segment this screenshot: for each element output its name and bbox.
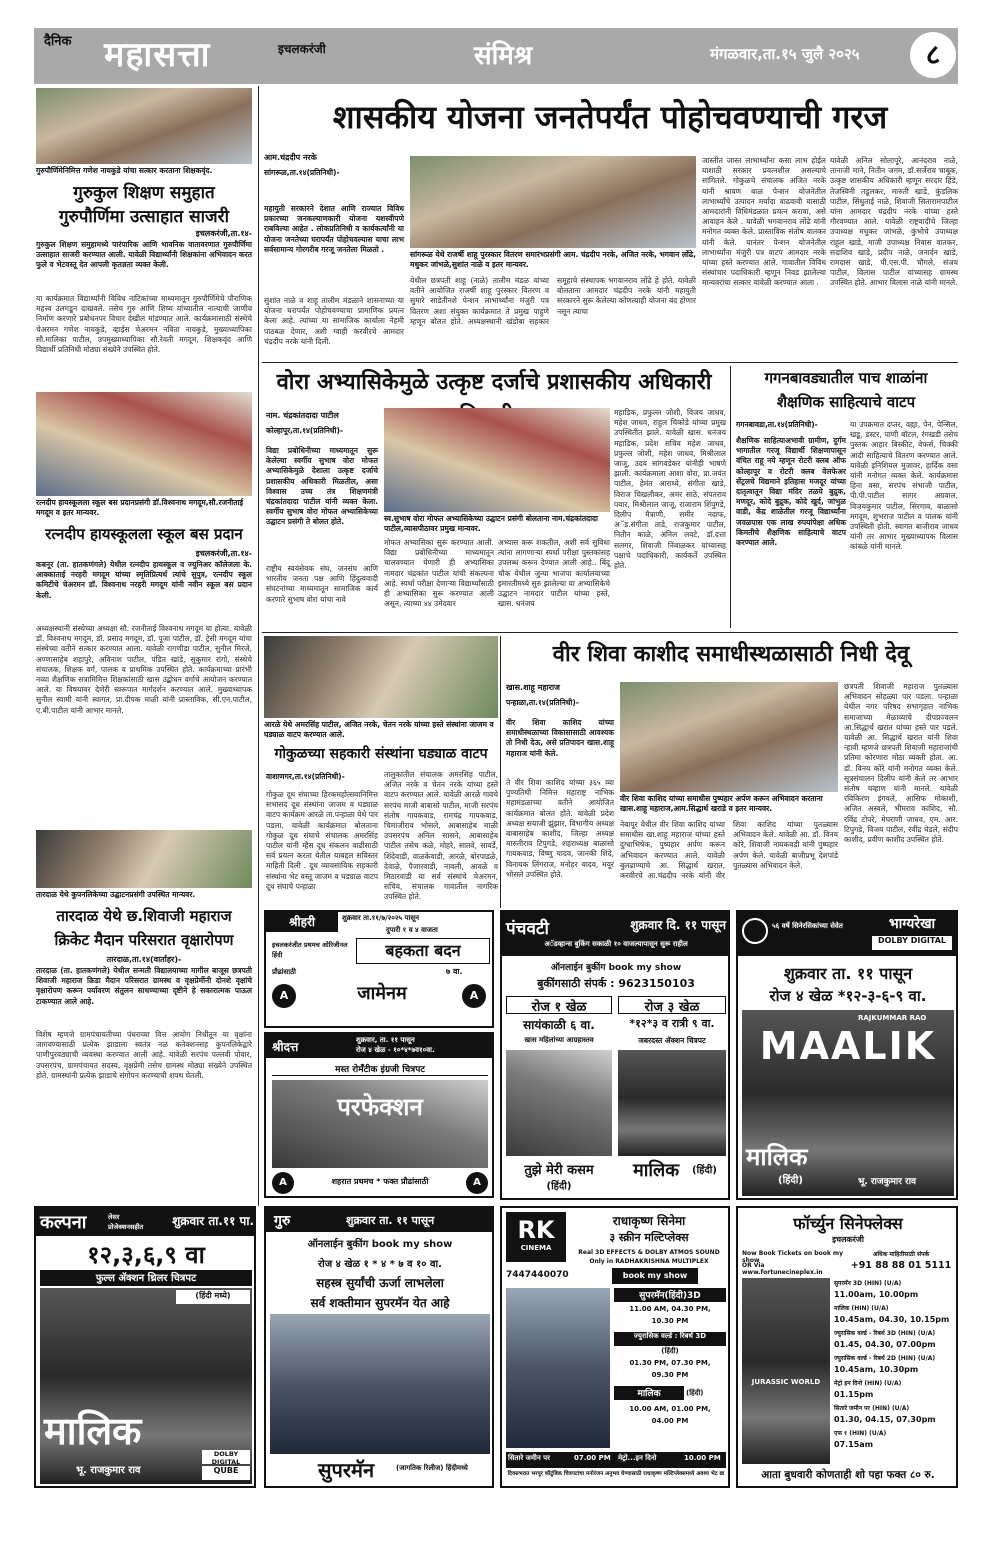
- rk-m2: ज्युरासिक वर्ल्ड : रिबर्थ 3D: [614, 1332, 726, 1346]
- gurukul-headline-2: गुरुपौर्णिमा उत्साहात साजरी: [59, 207, 229, 227]
- gurukul-lead: गुरुकुल शिक्षण समुहामध्ये पारंपारिक आणि भावनिक वातावरणात गुरुपौर्णिमा उत्साहात साजरी करण्यात आली. यावेळी विद्यार्थ्यांनी शिक्षकांना अभिवादन करत फुले व भेटवस्तू देत आपली कृतज्ञता व्यक्त केली.: [36, 240, 252, 270]
- bhagyarekha-tag: ५६ वर्षे सिनेरसिकांच्या सेवेत: [772, 922, 843, 930]
- vora-dateline: कोल्हापूर,ता.१४(प्रतिनिधी)-: [266, 426, 344, 435]
- panchavati-s1-title: रोज १ खेळ: [506, 996, 612, 1014]
- rk-m3: मालिक: [614, 1386, 684, 1400]
- fortune-name: फॉर्च्युन सिनेफ्लेक्स: [793, 1214, 903, 1233]
- column-rule: [258, 86, 259, 1206]
- rk-poster: [506, 1288, 610, 1448]
- shrihari-time-2: ७ वा.: [446, 967, 463, 976]
- ratnadeep-body: अध्यक्षस्थानी संस्थेच्या अध्यक्षा सौ. रजनीताई विश्वनाथ मगदूम या होत्या. यावेळी डॉ. विश्वनाथ मगदूम, डॉ. प्रसाद मगदूम, डॉ. पूजा पाटील, डॉ. ट्रेसी मगदूम यांचा संस्थेच्या वतीने सत्कार करण्यात आला. यावेळी रागणीडा पाटील, सुनील मिरजे, अण्णासाहेब शहापुरे, अविनाश पाटील, पंडित खांडे, सुकुमार रांगो, संस्थेचे संचालक, शिक्षक वर्ग, पालक व प्राथमिक उपस्थित होते. कार्यक्रमाच्या प्रारंभी नव्या शैक्षणिक सत्रामिमित्त शिक्षकांसाठी खास उद्बोधन वर्गाचे आयोजन करण्यात आले. या विषयावर देणेरी स्वरूपात मार्गदर्शन करण्यात आले. मुख्याध्यापक सुनील स्वामी यांनी स्वागत, प्रा.दीपक माळी यांनी प्रास्ताविक, सी.एन.पाटील, ए.बी.पाटील यांनी आभार मानले.: [36, 624, 252, 715]
- panchavati-s2-title: रोज ३ खेळ: [618, 996, 726, 1014]
- fortune-phone: +91 88 88 01 5111: [850, 1260, 952, 1271]
- panchavati-online[interactable]: ऑनलाईन बुकींग book my show: [550, 963, 682, 973]
- section-rule: [262, 362, 958, 363]
- fortune-m2-time: 10.45am, 04.30, 10.15pm: [834, 1315, 950, 1324]
- kalpana-brand-2: QUBE: [202, 1466, 250, 1480]
- gurukul-photo: [36, 88, 252, 164]
- fortune-m5-time: 01.15pm: [834, 1390, 874, 1399]
- ad-shridatta: [264, 1032, 494, 1198]
- guru-lang: (जागतिक रिलीज) हिंदीमध्ये: [396, 1464, 468, 1472]
- adult-rating-icon: A: [466, 1172, 488, 1194]
- gagan-headline-1: गगनबावड्यातील पाच शाळांना: [764, 369, 928, 387]
- fortune-city: इचलकरंजी: [832, 1235, 864, 1244]
- lead-dateline: सांगरूळ,ता.१४(प्रतिनिधी)-: [264, 168, 340, 177]
- veer-col-b: नेबापूर येथील वीर शिवा काशिद यांच्या समाधीस खा.शाहू महाराज यांच्या हस्ते दुग्धाभिषेक, पुष्पहार अर्पण करून अभिवादन करण्यात आले. यावेळी बुलढाण्याचे आ. सिद्धार्थ खरात, करवीरचे आ.चंद्रदीप नरके यांनी वीर शिवा काशिद यांच्या पुतळ्यास अभिवादन केले. यावेळी आ. डॉ. विनय कोरे, शिवाजी नायकवडी यांनी पुष्पहार अर्पण केले. यावेळी बाजीप्रभू देशपांडे पुतळ्यास अभिवादन केले.: [620, 820, 838, 881]
- rk-bar1: सितारे जमीन पर: [508, 1454, 551, 1462]
- fortune-book[interactable]: Now Book Tickets on book my show: [742, 1250, 844, 1264]
- fortune-site[interactable]: OR Via www.fortunecineplex.in: [742, 1262, 823, 1276]
- veer-byline: खास.शाहू महाराज: [506, 683, 560, 692]
- rk-m2-t2: 09.30 PM: [651, 1371, 689, 1379]
- ad-shrihari: [264, 910, 494, 1028]
- fortune-poster: [742, 1278, 830, 1464]
- gurukul-dateline: इचलकरंजी,ता.१४-: [195, 229, 252, 238]
- gokul-headline: गोकुळच्या सहकारी संस्थांना घड्याळ वाटप: [274, 746, 488, 762]
- lead-intro: महायुती सरकारने देशात आणि राज्यात विविध प्रकारच्या जनकल्याणकारी योजना यशस्वीपणे राबविल्या आहेत . लोकप्रतिनिधी व कार्यकर्त्यांनी या योजना जनतेच्या घरापर्यंत पोहोचवल्यास याचा लाभ सर्वसामान्य गोरगरीब गरजू जनतेला मिळतो .: [264, 204, 404, 254]
- veer-photo: [620, 682, 838, 792]
- shridatta-movie: परफेक्शन: [337, 1093, 423, 1121]
- rk-m2-lang: (हिंदी): [661, 1347, 679, 1355]
- kalpana-lang-top: (हिंदी मध्ये): [176, 1290, 250, 1304]
- vora-photo: [384, 408, 610, 512]
- masthead: [34, 28, 958, 84]
- rk-m1: सुपरमॅन(हिंदी)3D: [614, 1288, 726, 1302]
- tardal-photo: [36, 830, 252, 888]
- gokul-dateline: वाशाणगर,ता.१४(प्रतिनिधी)-: [266, 772, 345, 781]
- gokul-caption: आरळे येथे अमरसिंह पाटील, अजित नरके, चेतन नरके यांच्या हस्ते संस्थांना जाजम व घड्याळ वाटप करण्यात आले.: [264, 720, 494, 739]
- panchavati-s1-tag: खास महिलांच्या आग्रहास्तव: [524, 1036, 594, 1044]
- lead-caption: सांगरूळ येथे राजर्षी शाहू पुरस्कार वितरण समारंभप्रसंगी आम. चंद्रदीप नरके, अजित नरके, भगवान लोंढे, मधुकर जांभळे,सुशांत नाळे व इतर मान्यवर.: [410, 250, 696, 269]
- gagan-col-a: शैक्षणिक साहित्याअभावी ग्रामीण, दुर्गम भागातील गरजू विद्यार्थी शिक्षणापासून वंचित राहू नये म्हणून रोटरी क्लब ऑफ कोल्हापूर व रोटरी क्लब वेलफेअर सेंट्रलचे विद्यमाने इतिहास मजदूर यांच्या दातृत्वातून विद्या मंदिर तळये बुद्रुक, मणदूर, कोदे बुद्रुक, कोदे खुर्द, जांभुळ वाडी, केंद्र शाळेतील गरजू विद्यार्थ्यांना जवळपास एक लाख रुपयांपेक्षा अधिक किमतीचे शैक्षणिक साहित्याचे वाटप करण्यात आले.: [736, 436, 846, 548]
- shridatta-name: श्रीदत्त: [272, 1040, 299, 1054]
- rk-bar1-time: 07.00 PM: [574, 1454, 611, 1462]
- bhagyarekha-movie: मालिक: [746, 1143, 808, 1171]
- fortune-m4: ज्युरासिक वर्ल्ड - रिबर्थ 2D (HIN) (U/A): [834, 1355, 936, 1362]
- panchavati-s1-lang: (हिंदी): [546, 1181, 572, 1192]
- panchavati-s1-movie: तुझे मेरी कसम: [524, 1163, 594, 1178]
- gagan-headline-2: शैक्षणिक साहित्याचे वाटप: [776, 393, 916, 411]
- fortune-foot: आता बुधवारी कोणताही शो पहा फक्त ८० रु.: [761, 1469, 935, 1481]
- gagan-col-b: या उपक्रमात दप्तर, वह्या, पेन, पेन्सिल, खडू, डस्टर, पाणी बॉटल, रंगखडी तसेच पुस्तक आहार बिस्कीट, वेफर्स, चिक्की आदी साहित्याचे वितरण करण्यात आले. यावेळी इनिशियल मुजावर, हार्दिक वसा यांनी मनोगत व्यक्त केले. कार्यक्रमास हिना वसा, सरपंच संभाजी पाटील, पी.पी.पाटील सागर अग्रवाल, विजयकुमार पाटील, सिरगाव, बाळासो मगदूम, शुभराज पाटील व पालक यांनी उपस्थिती होती. स्वागत बाजीराव जाधव यांनी तर आभार मुख्याध्यापक विलास कांबळे यांनी मानले.: [850, 420, 958, 552]
- lead-col-d: यावेळी अनिल सोलापूरे, आनंदराव नाळे, तानाजी माने, नितीन जगम, डॉ.सर्जेराव चाबूक, उत्कृष्ट शासकीय अधिकारी म्हणून सरदार हिंडे, तेजस्विनी तडूलकर, मारुती खाडे, कुंडलिक पाटील, सिंधुताई नाळे, शिवाजी सितारामपाटील यांना आमदार चंद्रदीप नरके यांच्या हस्ते गौरवण्यात आले. यावेळी राष्ट्रवादीचे जिल्हा उपाध्यक्ष मधुकर जांभळे, कुंभोचे उपाध्यक्ष राहुल खाडे, माजी उपाध्यक्ष निवास वातकर, सदाशिव खाडे, प्रदीप नाळे, जनार्दन खाडे, रामदास खाडे, पी.एस.पी. चौगले, संजय पाटील, विलास पाटील यांच्यासह ग्रामस्थ उपस्थित होते. आभार विलास नाळे यांनी मानले.: [830, 156, 958, 288]
- shrihari-movie: बहकता बदन: [356, 938, 490, 964]
- panchavati-name: पंचवटी: [506, 919, 549, 939]
- page-number: ८: [910, 32, 956, 78]
- veer-caption: वीर शिवा काशिद यांच्या समाधीस पुष्पहार अर्पण करून अभिवादन करताना खास.शाहू महाराज,आम.सिद्धार्थ खराडे व इतर मान्यवर.: [620, 794, 823, 813]
- rk-sub: ३ स्क्रीन मल्टिप्लेक्स: [609, 1231, 689, 1244]
- column-rule: [500, 636, 501, 908]
- fortune-m5: मेट्रो इन दिनो (HIN) (U/A): [834, 1380, 902, 1387]
- section-rule: [262, 632, 958, 633]
- vora-col-a: राष्ट्रीय स्वयंसेवक संघ, जनसंघ आणि भारतीय जनता पक्ष आणि हिंदुत्ववादी संघटनांच्या माध्यमातून सामाजिक कार्य करणारे सुभाष वोरा यांचा नावे: [266, 564, 378, 604]
- shridatta-shows: रोज ४ खेळ - १०*४*७व१०वा.: [356, 1046, 435, 1054]
- veer-col-a: ते वीर शिवा काशिद यांच्या ३६५ व्या पुण्यतिथी निमित्त महाराष्ट्र नाभिक महामंडळाच्या वतीने आयोजित कार्यक्रमात बोलत होते. यावेळी प्रदेश अध्यक्ष सयाजी झुंझार, विभागीय अध्यक्ष बाबासाहेब काशीद, जिल्हा अध्यक्ष मारुतीराव टिपुगडे, शहराध्यक्ष बाळासो गायकवाड, विष्णु यादव, जानकी शिंदे, विनायक लिंगराज, मनोहर यादव, मयूर भोसले उपस्थित होते.: [506, 778, 614, 879]
- adult-rating-icon: A: [272, 1172, 294, 1194]
- veer-intro: वीर शिवा काशिद यांच्या समाधीस्थळाच्या विकासासाठी आवश्यक तो निधी देऊ, असे प्रतिपादन खास.शाहू महाराज यांनी केले.: [506, 718, 614, 758]
- panchavati-strip: अॅडव्हान्स बुकिंग सकाळी १० वाजल्यापासून सुरू राहील: [544, 940, 688, 948]
- panchavati-s2-time: *१२*३ व रात्री ९ वा.: [629, 1017, 715, 1030]
- kalpana-sub: लेसर प्रोजेक्शनसहीत: [108, 1213, 144, 1231]
- adult-rating-icon: A: [462, 984, 486, 1008]
- ratnadeep-lead: कबनूर (ता. हातकणंगले) येथील रत्नदीप हायस्कूल व ज्युनिअर कॉलेजला के. आक्काताई नरहरी मगदूम यांच्या स्मृतिप्रित्यर्थ त्यांचे सुपुत्र, रत्नदीप स्कूल कमिटीचे चेअरमन डॉ. विश्वनाथ नरहरी मगदूम यांनी नवीन स्कूल बस प्रदान केली.: [36, 560, 252, 600]
- vora-intro: विद्या प्रबोधिनीच्या माध्यमातून सुरू केलेल्या स्वर्गीय सुभाष वोरा मोफत अभ्यासिकेमुळे देशाला उत्कृष्ट दर्जाचे प्रशासकीय अधिकारी मिळतील, असा विश्वास उच्च तंत्र शिक्षणमंत्री चंद्रकांतदादा पाटील यांनी व्यक्त केला. स्वर्गीय सुभाष वोरा मोफत अभ्यासिकेच्या उद्घाटन प्रसंगी ते बोलत होते.: [266, 446, 378, 527]
- ad-guru: [264, 1206, 494, 1488]
- vora-col-d: महाडिक, प्रफुल्ल जोशी, विजय जाधव, महेश जाधव, राहुल चिकोडे यांच्या प्रमुख उपस्थितीत झाले. यावेळी खास. धनंजय महाडिक, प्रदेश सचिव महेश जाधव, प्रफुल्ल जोशी, महेश जाधव, मिश्रीलाल जाजू, उदय सांगवडेकर यांनीही भाषणे झाली. कार्यक्रमाला आशा वोरा, प्रा.जयंत पाटील, हेमंत आराध्ये, संगीता खाडे, विराज चिखलीकर, अमर साठे, संपतराव पवार, मिश्रीलाल जाजू, राजाराम शिंपुगडे, दिलीप मैत्राणी, समीर नदाफ, अॅड.संगीता ताडे, राजकुमार पाटील, नितीन काळे, अनिल लवटे, डॉ.दत्ता सलगर, शिवाजी निंबाळकर यांच्यासह पक्षाचे पदाधिकारी, कार्यकर्ते उपस्थित होते.: [614, 408, 726, 571]
- ratnadeep-dateline: इचलकरंजी,ता.१४-: [195, 549, 252, 558]
- rk-online[interactable]: book my show: [612, 1268, 698, 1284]
- fortune-m3-time: 01.45, 04.30, 07.00pm: [834, 1340, 936, 1349]
- veer-dateline: पन्हाळा,ता.१४(प्रतिनिधी)-: [506, 698, 579, 707]
- masthead-daily: दैनिक: [44, 34, 72, 49]
- kalpana-tag: फुल्ल ॲक्शन थ्रिलर चित्रपट: [40, 1270, 252, 1286]
- guru-shows: रोज ४ खेळ १ * ४ * ७ व १० वा.: [318, 1259, 442, 1270]
- panchavati-s1-time: सायंकाळी ६ वा.: [523, 1018, 595, 1032]
- guru-name: गुरु: [274, 1213, 291, 1229]
- ad-kalpana: [34, 1206, 256, 1488]
- kalpana-movie: मालिक: [44, 1409, 142, 1453]
- adult-rating-icon: A: [272, 984, 296, 1008]
- ratnadeep-photo: [36, 392, 252, 496]
- issue-date: मंगळवार,ता.१५ जुलै २०२५: [710, 45, 860, 63]
- lead-col-c: जास्तीत जास्त लाभार्थ्यांना कसा लाभ होईल याशाठी सरकार प्रयत्नशील असल्याचे सांगितले. गोकुळचे संचालक अजित नरके यांनी श्रावण बाळ पेन्शन योजनेतील लाभार्थ्यांचे उत्पादन मर्यादा वाढवावी यासाठी आमदारांनी विधिमंडळात प्रयत्न करावा, असे आवाहन केले . यावेळी भगवानराव लोंढे यांनी मनोगत व्यक्त केले. प्रास्ताविक संतोष वातकर यांनी केले. यानंतर पेन्शन योजनेतील लाभार्थ्यांना मंजुरी पत्र वाटप आमदार नरके यांच्या हस्ते करण्यात आले. गावातील विविध संस्थांचार पदाधिकारी म्हणून निवड झालेल्या मान्यवरांचा सत्कार यावेळी करण्यात आला .: [702, 156, 826, 288]
- shrihari-movie-2: जामेनम: [357, 983, 407, 1004]
- guru-line-2: सर्व शक्तीमान सुपरमॅन येत आहे: [310, 1296, 450, 1310]
- rk-logo: [506, 1212, 566, 1262]
- fortune-m1-time: 11.00am, 10.00pm: [834, 1290, 919, 1299]
- ratnadeep-headline: रत्नदीप हायस्कूलला स्कूल बस प्रदान: [45, 525, 243, 543]
- gurukul-body: या कार्यक्रमात विद्यार्थ्यांनी विविध नाटिकांच्या माध्यमातून गुरुपौर्णिमेचे पौराणिक महत्त्व उलगडून दाखवले. तसेच गुरु आणि शिष्य यांच्यातील नात्याची जाणीव निर्माण करणारे प्रबोधनपर विचार देखील मांडण्यात आले. कार्यक्रमासाठी संस्थेचे चेअरमन गणेश नायकुडे, व्हाईस चेअरमन नविता नायकुडे, मुख्याध्यापिका सौ.मालिका पाटील, उपमुख्याध्यापिका सौ.रेवती मगदूम, शिक्षकवृंद आणि विद्यार्थी प्रतिनिधी मोठ्या संख्येने उपस्थित होते.: [36, 294, 252, 355]
- ad-fortune: [736, 1206, 958, 1488]
- gurukul-headline-1: गुरुकुल शिक्षण समुहात: [73, 183, 215, 203]
- panchavati-from: शुक्रवार दि. ११ पासून: [630, 918, 726, 932]
- vora-col-c: अभ्यास करू शकतील, अशी सर्व सुविधा त्यांना लागणाऱ्या स्पर्धा परीक्षा पुस्तकांसह उपलब्ध करून देण्यात आली आहे.. बिंदू चौक येथील जुन्या भाजपा कार्यालयाच्या इमारतीमध्ये सुरु झालेल्या या अभ्यासिकेचे उद्घाटन नामदार पाटील यांच्या हस्ते, खास. धनंजय: [498, 538, 610, 609]
- gagan-dateline: गगनबावडा,ता.१४(प्रतिनिधी)-: [736, 420, 818, 429]
- rk-m1-t2: 10.30 PM: [651, 1317, 689, 1325]
- film-reel-icon: [742, 918, 768, 944]
- shrihari-name: श्रीहरी: [266, 912, 338, 932]
- rk-bar2-time: 10.00 PM: [684, 1454, 721, 1462]
- ad-panchavati: [500, 910, 730, 1200]
- shridatta-tag: मस्त रोमँटीक इंग्रजी चित्रपट: [272, 1062, 488, 1076]
- gokul-col-b: तालुकातील संचालक अमरसिंह पाटील, अजित नरके व चेतन नरके यांच्या हस्ते वाटप करण्यात आले. यावेळी आरळे गावचे सरपंच माजी बाबासो पाटील, माजी सरपंच संतोष गायकवाड, रामचंद्र गायकवाड, चिमाजीराव भोसले, आबासाहेब माळी उपसरपंच अनिल सासने, आबासाहेब पाटील तसेच कळे, मोहरे, सातवे, सावर्डे, शिंदेवाडी, वाळकेवाडी, आरळे, बोरपाडळे, देवाळे, पैजारवाडी, नावली, आवळे व मिठारवाडी या सर्व संस्थांचे चेअरमन, सचिव, संचालक गावातील नागरिक उपस्थित होते.: [384, 770, 498, 902]
- bhagyarekha-actor-top: RAJKUMMAR RAO: [858, 1014, 927, 1022]
- shrihari-tag: इचलकरंजीत प्रथमच ओरिजीनल हिंदी: [272, 941, 348, 959]
- rk-bar: [506, 1452, 726, 1468]
- ratnadeep-caption: रत्नदीप हायस्कूलला स्कूल बस प्रदानप्रसंगी डॉ.विश्वनाथ मगदूम,सौ.रजनीताई मगदूम व इतर मान्यवर.: [36, 498, 244, 517]
- tardal-lead: तारदाळ (ता. हातकणंगले) येथील सन्मती विद्यालयाच्या मागील बाजूस छत्रपती शिवाजी महाराज क्रिडा मैदान परिसरात ग्रामस्थ व वृक्षप्रेमींनी दोनशे वृक्षांचे वृक्षारोपण करून पर्यावरण संतुलन साधण्याच्या दृष्टीने हे सकारात्मक पाऊल टाकण्यात आले आहे.: [36, 966, 252, 1006]
- rk-m3-t1: 10.00 AM, 01.00 PM,: [629, 1405, 711, 1413]
- fortune-poster-title: JURASSIC WORLD: [751, 1378, 821, 1386]
- masthead-city: इचलकरंजी: [278, 42, 326, 56]
- tardal-headline-1: तारदाळ येथे छ.शिवाजी महाराज: [56, 907, 232, 925]
- column-rule: [730, 366, 731, 628]
- fortune-m7: एफ १ (HIN) (U/A): [834, 1430, 887, 1437]
- rk-logo-text: RK: [517, 1216, 555, 1244]
- panchavati-phone: बुकींगसाठी संपर्क : 9623150103: [537, 977, 695, 990]
- kalpana-times: १२,३,६,९ वा: [87, 1241, 205, 1269]
- fortune-m4-time: 10.45am, 10.30pm: [834, 1365, 919, 1374]
- bhagyarekha-from: शुक्रवार ता. ११ पासून: [783, 964, 913, 983]
- kalpana-actor: भू. राजकुमार राव: [76, 1465, 141, 1476]
- rk-m2-t1: 01.30 PM, 07.30 PM,: [629, 1359, 711, 1367]
- kalpana-from: शुक्रवार ता.११ पा.: [172, 1214, 254, 1228]
- panchavati-s2-lang: (हिंदी): [692, 1165, 717, 1176]
- tardal-headline-2: क्रिकेट मैदान परिसरात वृक्षारोपण: [54, 931, 234, 949]
- fortune-m1: सुपरमॅन 3D (HIN) (U/A): [834, 1280, 902, 1287]
- vora-caption: स्व.सुभाष वोरा मोफत अभ्यासिकेच्या उद्घाटन प्रसंगी बोलताना नाम.चंद्रकांतदादा पाटील,व्यासपीठावर प्रमुख मान्यवर.: [384, 514, 598, 533]
- guru-poster: [270, 1314, 490, 1454]
- bhagyarekha-actor: भू. राजकुमार राव: [858, 1177, 917, 1187]
- bhagyarekha-poster-title: MAALIK: [759, 1024, 937, 1068]
- fortune-m7-time: 07.15am: [834, 1440, 874, 1449]
- fortune-m2: मालिक (HIN) (U/A): [834, 1305, 889, 1312]
- tardal-caption: तारदाळ येथे कुपनलिकेच्या उद्घाटनप्रसंगी उपस्थित मान्यवर.: [36, 890, 196, 899]
- kalpana-name: कल्पना: [40, 1212, 87, 1233]
- fortune-m3: ज्युरासिक वर्ल्ड - रिबर्थ 3D (HIN) (U/A): [834, 1330, 936, 1337]
- masthead-brand: महासत्ता: [104, 35, 211, 75]
- rk-logo-sub: CINEMA: [520, 1244, 552, 1252]
- ad-rk: [500, 1206, 730, 1488]
- kalpana-brand: DOLBY DIGITAL: [202, 1450, 250, 1464]
- tardal-body: विशेष म्हणजे ग्रामपंचायतीच्या पंधराव्या वित्त आयोग निधीतून या वृक्षांना जागवण्यासाठी प्रत्येक झाडाला स्वतंत्र नळ कनेक्शनसह कुपनलिकेद्वारे पाणीपुरवठ्याची व्यवस्था करण्यात आली आहे. यावेळी सरपंच पल्लवी पोवार, उपसरपंच, ग्रामपंचायत सदस्य, वृक्षप्रेमी तसेच ग्रामस्थ मोठ्या संख्येने उपस्थित होते. ग्रामस्थांनी प्रत्येक झाडाचे संगोपन करण्याची शपथ घेतली.: [36, 1030, 252, 1080]
- vora-headline: वोरा अभ्यासिकेमुळे उत्कृष्ट दर्जाचे प्रशासकीय अधिकारी: [276, 370, 712, 395]
- gurukul-caption: गुरुपौर्णिमेनिमित्त गणेश नायकुडे यांचा सत्कार करताना शिक्षकवृंद.: [36, 166, 213, 175]
- lead-col-a: सुशांत नाळे व शाहू तालीम मंडळाने शासनाच्या या योजना घरापर्यंत पोहोचवण्याचा प्रामाणिक प्रयत्न केला आहे. त्यांच्या या सामाजिक कार्याला नेहमी पाठबळ देणार, अशी ग्वाही करवीरचे आमदार चंद्रदीप नरके यांनी दिली.: [264, 296, 404, 346]
- vora-byline: नाम. चंद्रकांतदादा पाटील: [266, 411, 339, 420]
- rk-m3-lang: (हिंदी): [686, 1389, 704, 1397]
- guru-movie: सुपरमॅन: [317, 1458, 375, 1482]
- rk-phone: 7447440070: [506, 1270, 569, 1280]
- guru-online[interactable]: ऑनलाईन बुकींग book my show: [307, 1239, 453, 1250]
- shrihari-adult: प्रौढांसाठी: [272, 968, 296, 976]
- rk-bar2: मेट्रो...इन दिनो: [618, 1454, 657, 1462]
- panchavati-s1-poster: [506, 1050, 612, 1156]
- veer-col-c: छत्रपती शिवाजी महाराज पुतळ्यास अभिवादन सोहळ्या पार पडला. पन्हाळा येथील नगर परिषद सभागृहात नाभिक समाजाच्या मेळाव्याचे दीपप्रज्वलन आ.सिद्धार्थ खरात यांच्या हस्ते पार पडले. यावेळी आ. सिद्धार्थ खरात यांनी शिवा न्हावी म्हणजे छत्रपती शिवाजी महाराजांची प्रतिमा कोरणारा मोठा व्यक्ती होता. आ. डॉ. विनय कोरे यांनी मनोगत व्यक्त केले. सूत्रसंचालन दिलीप यांनी केले तर आभार संतोष चव्हाण यांनी मानले. यावेळी रविकिरण इंगवले, आसिफ मोकाशी, अजित अस्वले, भीमराव काशिद, सौ. रविंद्र टोपरे, मेघराणी जाधव, एम. आर. टिपुगडे, विजय पाटील, रवींद्र घेडले, संदीप काशीद, प्रवीण काशीद उपस्थित होते.: [844, 682, 958, 845]
- shrihari-time: दुपारी १ व ४ वाजता: [386, 926, 438, 934]
- panchavati-s2-tag: जबरदस्त ॲक्शन चित्रपट: [638, 1036, 706, 1045]
- gokul-col-a: गोकुळ दूध संघाच्या हिरकमहोत्सवानिमित्त सभासद दूध संस्थांना जाजम व घड्याळ वाटप कार्यक्रम आरळे ता.पन्हाळा येथे पार पडला. यावेळी कार्यक्रमात बोलताना गोकुळ दूध संघाचे संचालक अमरसिंह पाटील यांनी म्हैस दूध संकलन वाढीसाठी सर्व प्रयत्न करता येतील याबद्दल सविस्तर माहिती दिली . दूध व्यावसायिक सहकारी संस्थांना भेट वस्तू जाजम व घड्याळ वाटप दूध संघाचे पन्हाळा: [266, 790, 378, 891]
- gokul-photo: [264, 636, 498, 718]
- tardal-dateline: तारदाळ,ता.१४(वार्ताहर)-: [106, 955, 182, 964]
- lead-photo: [410, 156, 696, 248]
- rk-name: राधाकृष्ण सिनेमा: [612, 1214, 686, 1228]
- fortune-info: अधिक माहितीसाठी संपर्क: [872, 1251, 930, 1258]
- vora-col-b: मोफत अभ्यासिका सुरू करण्यात आली. विद्या प्रबोधिनीच्या माध्यमातून चालवण्यात येणारी ही अभ्यासिका नामदार चंद्रकांत पाटील यांची संकल्पना आहे. स्पर्धा परीक्षा देणाऱ्या विद्यार्थ्यांसाठी ही अभ्यासिका सुरू करण्यात आली असून, त्याच्या ४४ उमेदवार: [384, 538, 494, 609]
- guru-from: शुक्रवार ता. ११ पासून: [346, 1214, 435, 1227]
- left-column: [34, 86, 256, 1220]
- section-title: संमिश्र: [474, 41, 533, 71]
- guru-line-1: सहस्त्र सुर्यांची ऊर्जा लाभलेला: [316, 1276, 444, 1290]
- bhagyarekha-lang: (हिंदी): [778, 1175, 803, 1186]
- lead-byline: आम.चंद्रदीप नरके: [264, 153, 317, 162]
- veer-headline: वीर शिवा काशीद समाधीस्थळासाठी निधी देवू: [552, 642, 910, 667]
- shridatta-foot: शहरात प्रथमच * फक्त प्रौढांसाठी: [331, 1177, 429, 1186]
- bhagyarekha-brand: DOLBY DIGITAL: [872, 936, 952, 950]
- lead-col-b: येथील छत्रपती शाहू (नाळे) तालीम मंडळ यांच्या वतीने आयोजित राजर्षी शाहू पुरस्कार वितरण व सुमारे साडेतीनशे पेन्शन लाभार्थ्यांना मंजुरी पत्र वितरण अशा संयुक्त कार्यक्रमात ते प्रमुख पाहुणे म्हणून बोलत होते. अध्यक्षस्थानी खंडोबा सहकार समूहाचे संस्थापक भगवानराव लोंढे हे होते. यावेळी बोलताना आमदार चंद्रदीप नरके यांनी महायुती सरकारने सुरू केलेल्या कोणत्याही योजना बंद होणार नसून त्याचा: [410, 276, 696, 326]
- panchavati-s2-movie: मालिक: [632, 1160, 680, 1181]
- fortune-m6-time: 01.30, 04.15, 07.30pm: [834, 1415, 936, 1424]
- shridatta-from: शुक्रवार, ता. ११ पासून: [356, 1036, 415, 1044]
- bhagyarekha-shows: रोज ४ खेळ *१२-३-६-९ वा.: [769, 987, 927, 1005]
- ad-bhagyarekha: [736, 910, 958, 1200]
- rk-foot: दिवसभरात भरपूर कौटुंबिक चित्रपटांचा मनोरंजन अनुभव घेण्यासाठी राधाकृष्ण मल्टिप्लेक्समध्ये अवश्य भेट द्या: [507, 1471, 725, 1477]
- panchavati-s2-poster: [618, 1050, 726, 1156]
- fortune-m6: सितारे जमीन पर (HIN) (U/A): [834, 1405, 910, 1412]
- rk-m3-t2: 04.00 PM: [651, 1417, 689, 1425]
- rk-tagline: Real 3D EFFECTS & DOLBY ATMOS SOUND Only in RADHAKRISHNA MULTIPLEX: [578, 1249, 720, 1265]
- shrihari-from: शुक्रवार ता.११/७/२०२५ पासून: [342, 914, 420, 922]
- rk-m1-t1: 11.00 AM, 04.30 PM,: [629, 1305, 711, 1313]
- lead-headline: शासकीय योजना जनतेपर्यंत पोहोचवण्याची गरज: [332, 98, 888, 136]
- bhagyarekha-name: भाग्यरेखा: [888, 916, 936, 932]
